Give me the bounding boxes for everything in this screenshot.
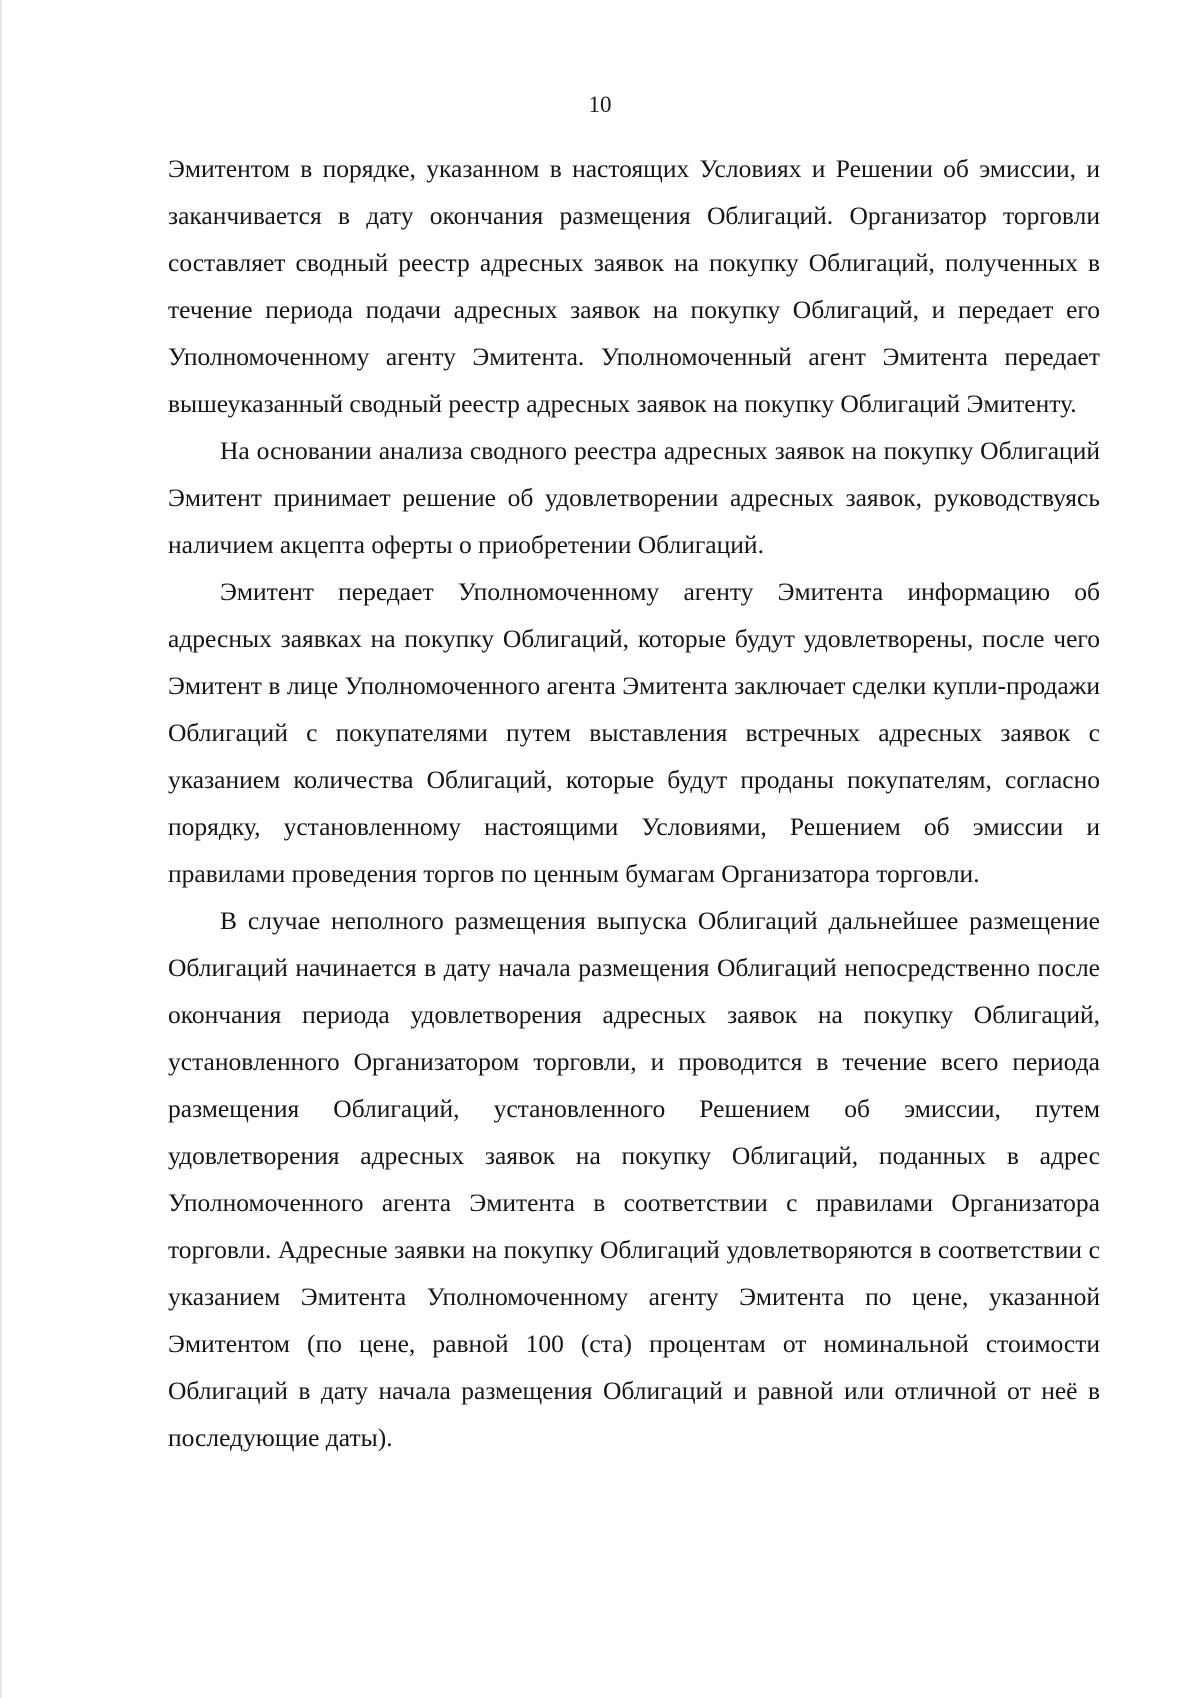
paragraph-incomplete-placement: В случае неполного размещения выпуска Облигаций дальнейшее размещение Облигаций начинается в дату начала размещения Облигаций непосредственно после окончания периода удовлетворения адресных заявок на покупку Облигаций, установленного Организатором торговли, и проводится в течение всего периода размещения Облигаций, установленного Решением об эмиссии, путем удовлетворения адресных заявок на покупку Облигаций, поданных в адрес Уполномоченного агента Эмитента в соответствии с правилами Организатора торговли. Адресные заявки на покупку Облигаций удовлетворяются в соответствии с указанием Эмитента Уполномоченному агенту Эмитента по цене, указанной Эмитентом (по цене, равной 100 (ста) процентам от номинальной стоимости Облигаций в дату начала размещения Облигаций и равной или отличной от неё в последующие даты). — [168, 906, 1100, 1452]
page-number: 10 — [588, 92, 612, 117]
document-body — [168, 145, 1100, 1461]
paragraph-continuation: Эмитентом в порядке, указанном в настоящих Условиях и Решении об эмиссии, и заканчивается в дату окончания размещения Облигаций. Организатор торговли составляет сводный реестр адресных заявок на покупку Облигаций, полученных в течение периода подачи адресных заявок на покупку Облигаций, и передает его Уполномоченному агенту Эмитента. Уполномоченный агент Эмитента передает вышеуказанный сводный реестр адресных заявок на покупку Облигаций Эмитенту. — [168, 154, 1100, 418]
paragraph-transactions: Эмитент передает Уполномоченному агенту Эмитента информацию об адресных заявках на покупку Облигаций, которые будут удовлетворены, после чего Эмитент в лице Уполномоченного агента Эмитента заключает сделки купли-продажи Облигаций с покупателями путем выставления встречных адресных заявок с указанием количества Облигаций, которые будут проданы покупателям, согласно порядку, установленному настоящими Условиями, Решением об эмиссии и правилами проведения торгов по ценным бумагам Организатора торговли. — [168, 577, 1100, 888]
paragraph-analysis: На основании анализа сводного реестра адресных заявок на покупку Облигаций Эмитент принимает решение об удовлетворении адресных заявок, руководствуясь наличием акцепта оферты о приобретении Облигаций. — [168, 436, 1100, 559]
page-edge — [0, 0, 2, 1698]
